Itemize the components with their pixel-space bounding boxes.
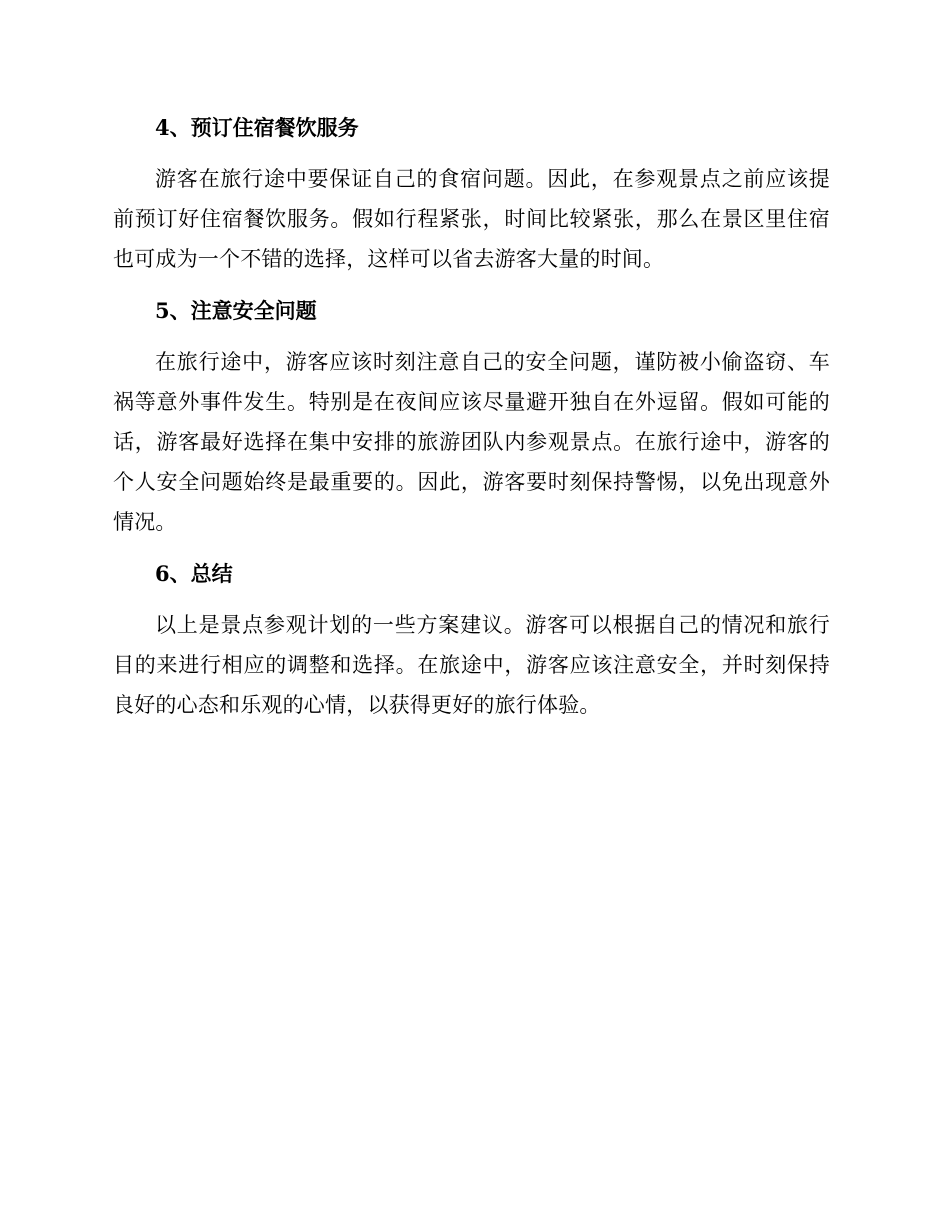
section-paragraph-safety: 在旅行途中，游客应该时刻注意自己的安全问题，谨防被小偷盗窃、车祸等意外事件发生。特别是在夜间应该尽量避开独自在外逗留。假如可能的话，游客最好选择在集中安排的旅游团队内参观景点。在旅行途中，游客的个人安全问题始终是最重要的。因此，游客要时刻保持警惕，以免出现意外情况。: [113, 350, 830, 534]
section-paragraph-booking: 游客在旅行途中要保证自己的食宿问题。因此，在参观景点之前应该提前预订好住宿餐饮服务。假如行程紧张，时间比较紧张，那么在景区里住宿也可成为一个不错的选择，这样可以省去游客大量的时间。: [113, 167, 830, 271]
section-heading-summary: 6、总结: [155, 561, 233, 586]
section-paragraph-summary: 以上是景点参观计划的一些方案建议。游客可以根据自己的情况和旅行目的来进行相应的调整和选择。在旅途中，游客应该注意安全，并时刻保持良好的心态和乐观的心情，以获得更好的旅行体验。: [113, 613, 830, 717]
section-heading-booking: 4、预订住宿餐饮服务: [155, 115, 359, 140]
section-heading-safety: 5、注意安全问题: [155, 298, 317, 323]
document-body: [113, 108, 830, 737]
